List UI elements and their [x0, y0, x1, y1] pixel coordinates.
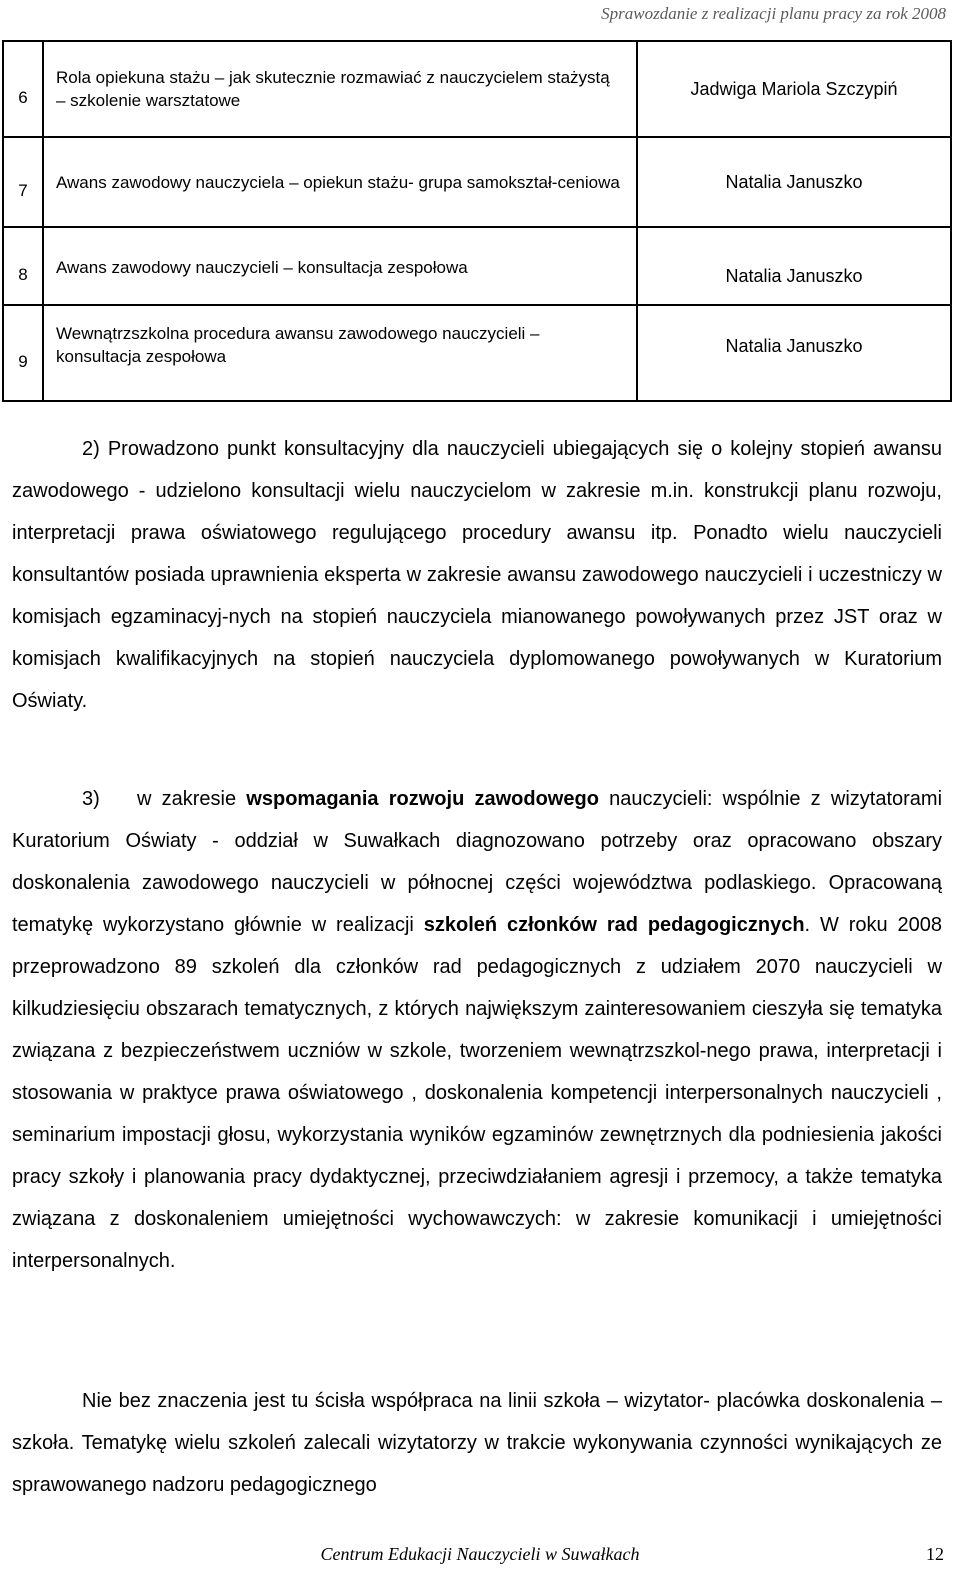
row-topic: Awans zawodowy nauczyciela – opiekun stażu- grupa samokształ-ceniowa: [43, 137, 637, 227]
paragraph-text: . W roku 2008 przeprowadzono 89 szkoleń dla członków rad pedagogicznych z udziałem 2070 nauczycieli w kilkudziesięciu obszarach tematycznych, z których największym zainteresowaniem cieszyła się tematyka związana z bezpieczeństwem uczniów w szkole, tworzeniem wewnątrzszkol-nego prawa, interpretacji i stosowania w praktyce prawa oświatowego , doskonalenia kompetencji interpersonalnych nauczycieli , seminarium impostacji głosu, wykorzystania wyników egzaminów zewnętrznych dla podniesienia jakości pracy szkoły i planowania pracy dydaktycznej, przeciwdziałaniem agresji i przemocy, a także tematyka związana z doskonaleniem umiejętności wychowawczych: w zakresie komunikacji i umiejętności interpersonalnych.: [12, 914, 942, 1272]
row-person: Natalia Januszko: [637, 305, 951, 401]
row-person: Natalia Januszko: [637, 137, 951, 227]
emphasis-text: szkoleń członków rad pedagogicznych: [423, 914, 805, 936]
page-header: Sprawozdanie z realizacji planu pracy za rok 2008: [601, 4, 946, 23]
row-topic: Rola opiekuna stażu – jak skutecznie rozmawiać z nauczycielem stażystą – szkolenie warsztatowe: [43, 41, 637, 137]
row-person: Natalia Januszko: [637, 227, 951, 305]
row-number: 9: [3, 305, 43, 401]
table-row: [3, 41, 951, 137]
emphasis-text: wspomagania rozwoju zawodowego: [246, 788, 599, 810]
row-number: 6: [3, 41, 43, 137]
table-row: [3, 305, 951, 401]
page-number: 12: [926, 1544, 944, 1564]
row-person: Jadwiga Mariola Szczypiń: [637, 41, 951, 137]
paragraph-consultation-point: 2) Prowadzono punkt konsultacyjny dla nauczycieli ubiegających się o kolejny stopień awansu zawodowego - udzielono konsultacji wielu nauczycielom w zakresie m.in. konstrukcji planu rozwoju, interpretacji prawa oświatowego regulującego procedury awansu itp. Ponadto wielu nauczycieli konsultantów posiada uprawnienia eksperta w zakresie awansu zawodowego nauczycieli i uczestniczy w komisjach egzaminacyj-nych na stopień nauczyciela mianowanego powoływanych przez JST oraz w komisjach kwalifikacyjnych na stopień nauczyciela dyplomowanego powoływanych w Kuratorium Oświaty.: [12, 438, 942, 712]
row-topic: Awans zawodowy nauczycieli – konsultacja zespołowa: [43, 227, 637, 305]
row-topic: Wewnątrzszkolna procedura awansu zawodowego nauczycieli – konsultacja zespołowa: [43, 305, 637, 401]
footer-institution: Centrum Edukacji Nauczycieli w Suwałkach: [320, 1544, 640, 1564]
row-number: 7: [3, 137, 43, 227]
paragraph-professional-development: [12, 778, 942, 1282]
paragraph-number: 3): [82, 788, 100, 810]
paragraph-text: w zakresie: [137, 788, 247, 810]
paragraph-cooperation: Nie bez znaczenia jest tu ścisła współpraca na linii szkoła – wizytator- placówka doskonalenia – szkoła. Tematykę wielu szkoleń zalecali wizytatorzy w trakcie wykonywania czynności wynikających ze sprawowanego nadzoru pedagogicznego: [12, 1390, 942, 1496]
table-row: [3, 137, 951, 227]
training-table: [2, 40, 952, 402]
table-row: [3, 227, 951, 305]
row-number: 8: [3, 227, 43, 305]
paragraph-text: nauczycieli: wspólnie z wizytatorami Kuratorium Oświaty - oddział w Suwałkach diagnozowano potrzeby oraz opracowano obszary doskonalenia zawodowego nauczycieli w północnej części województwa podlaskiego. Opracowaną tematykę wykorzystano głównie w realizacji: [12, 788, 943, 936]
